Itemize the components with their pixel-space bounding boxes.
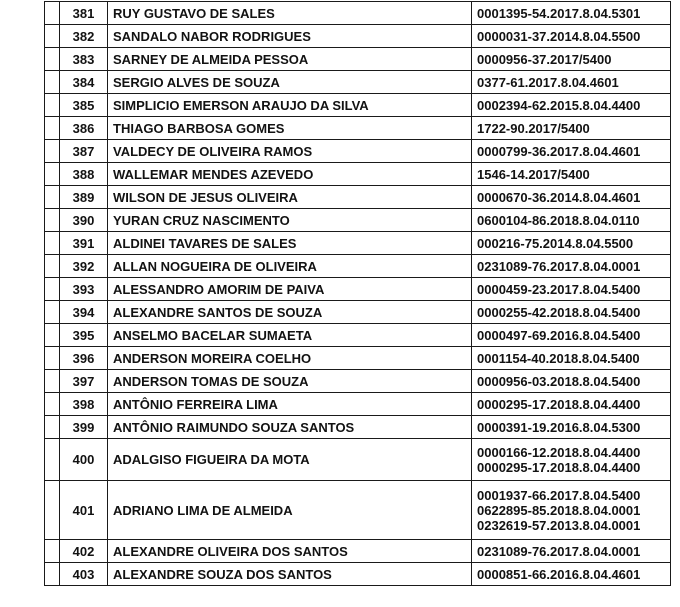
row-spacer-cell (45, 2, 60, 25)
row-number: 402 (60, 540, 108, 563)
table-row (45, 324, 671, 347)
process-numbers-cell (472, 209, 671, 232)
person-name: THIAGO BARBOSA GOMES (108, 117, 472, 140)
process-number: 0000799-36.2017.8.04.4601 (477, 143, 641, 159)
row-spacer-cell (45, 232, 60, 255)
table-row (45, 255, 671, 278)
process-number: 0231089-76.2017.8.04.0001 (477, 543, 641, 559)
process-numbers-cell (472, 370, 671, 393)
person-name: ADRIANO LIMA DE ALMEIDA (108, 481, 472, 540)
row-spacer-cell (45, 439, 60, 481)
process-numbers-cell (472, 540, 671, 563)
row-number: 399 (60, 416, 108, 439)
process-number: 0000255-42.2018.8.04.5400 (477, 304, 641, 320)
table-row (45, 48, 671, 71)
person-name: SERGIO ALVES DE SOUZA (108, 71, 472, 94)
row-number: 395 (60, 324, 108, 347)
process-numbers-cell (472, 347, 671, 370)
process-number: 0600104-86.2018.8.04.0110 (477, 212, 640, 228)
process-numbers-cell (472, 481, 671, 540)
table-row (45, 393, 671, 416)
row-number: 398 (60, 393, 108, 416)
table-row (45, 140, 671, 163)
row-number: 385 (60, 94, 108, 117)
table-row (45, 563, 671, 586)
process-numbers-cell (472, 2, 671, 25)
row-spacer-cell (45, 481, 60, 540)
row-spacer-cell (45, 140, 60, 163)
person-name: ANSELMO BACELAR SUMAETA (108, 324, 472, 347)
person-name: SARNEY DE ALMEIDA PESSOA (108, 48, 472, 71)
table-row (45, 71, 671, 94)
person-name: ANDERSON MOREIRA COELHO (108, 347, 472, 370)
row-number: 388 (60, 163, 108, 186)
process-numbers-cell (472, 186, 671, 209)
process-numbers-cell (472, 255, 671, 278)
table-row (45, 25, 671, 48)
row-spacer-cell (45, 209, 60, 232)
row-spacer-cell (45, 301, 60, 324)
person-name: SIMPLICIO EMERSON ARAUJO DA SILVA (108, 94, 472, 117)
row-number: 386 (60, 117, 108, 140)
row-number: 400 (60, 439, 108, 481)
process-number: 0000295-17.2018.8.04.4400 (477, 459, 641, 475)
process-numbers-cell (472, 71, 671, 94)
person-name: WALLEMAR MENDES AZEVEDO (108, 163, 472, 186)
table-row (45, 2, 671, 25)
process-number: 0000295-17.2018.8.04.4400 (477, 396, 641, 412)
process-numbers-cell (472, 301, 671, 324)
process-numbers-cell (472, 324, 671, 347)
person-name: RUY GUSTAVO DE SALES (108, 2, 472, 25)
records-table-body (45, 2, 671, 586)
process-number: 0000670-36.2014.8.04.4601 (477, 189, 641, 205)
table-row (45, 301, 671, 324)
row-number: 396 (60, 347, 108, 370)
row-spacer-cell (45, 393, 60, 416)
row-number: 387 (60, 140, 108, 163)
process-numbers-cell (472, 278, 671, 301)
row-spacer-cell (45, 94, 60, 117)
process-number: 0000956-37.2017/5400 (477, 51, 612, 67)
process-numbers-cell (472, 393, 671, 416)
person-name: ANDERSON TOMAS DE SOUZA (108, 370, 472, 393)
table-row (45, 232, 671, 255)
process-number: 0000497-69.2016.8.04.5400 (477, 327, 641, 343)
person-name: ALEXANDRE OLIVEIRA DOS SANTOS (108, 540, 472, 563)
row-number: 391 (60, 232, 108, 255)
process-numbers-cell (472, 232, 671, 255)
row-spacer-cell (45, 255, 60, 278)
process-numbers-cell (472, 563, 671, 586)
table-row (45, 186, 671, 209)
person-name: ALEXANDRE SANTOS DE SOUZA (108, 301, 472, 324)
table-row (45, 209, 671, 232)
table-row (45, 278, 671, 301)
process-number: 0000851-66.2016.8.04.4601 (477, 566, 641, 582)
row-number: 389 (60, 186, 108, 209)
process-numbers-cell (472, 439, 671, 481)
process-numbers-cell (472, 48, 671, 71)
process-number: 0000031-37.2014.8.04.5500 (477, 28, 641, 44)
person-name: ADALGISO FIGUEIRA DA MOTA (108, 439, 472, 481)
process-numbers-cell (472, 163, 671, 186)
row-spacer-cell (45, 563, 60, 586)
table-row (45, 370, 671, 393)
row-spacer-cell (45, 324, 60, 347)
person-name: SANDALO NABOR RODRIGUES (108, 25, 472, 48)
row-spacer-cell (45, 540, 60, 563)
table-row (45, 117, 671, 140)
process-number: 0001937-66.2017.8.04.5400 (477, 487, 641, 503)
process-numbers-cell (472, 25, 671, 48)
person-name: ANTÔNIO RAIMUNDO SOUZA SANTOS (108, 416, 472, 439)
table-row (45, 163, 671, 186)
process-number: 0001395-54.2017.8.04.5301 (477, 5, 641, 21)
row-spacer-cell (45, 186, 60, 209)
row-number: 381 (60, 2, 108, 25)
records-table (44, 1, 671, 586)
row-number: 397 (60, 370, 108, 393)
process-number: 0000459-23.2017.8.04.5400 (477, 281, 641, 297)
table-row (45, 347, 671, 370)
person-name: ALEXANDRE SOUZA DOS SANTOS (108, 563, 472, 586)
process-numbers-cell (472, 416, 671, 439)
row-number: 403 (60, 563, 108, 586)
process-number: 0001154-40.2018.8.04.5400 (477, 350, 640, 366)
row-spacer-cell (45, 370, 60, 393)
process-number: 0000391-19.2016.8.04.5300 (477, 419, 641, 435)
person-name: ALESSANDRO AMORIM DE PAIVA (108, 278, 472, 301)
table-row (45, 94, 671, 117)
row-number: 394 (60, 301, 108, 324)
process-number: 0000166-12.2018.8.04.4400 (477, 444, 641, 460)
row-number: 384 (60, 71, 108, 94)
row-spacer-cell (45, 278, 60, 301)
process-number: 0622895-85.2018.8.04.0001 (477, 502, 641, 518)
person-name: ANTÔNIO FERREIRA LIMA (108, 393, 472, 416)
person-name: VALDECY DE OLIVEIRA RAMOS (108, 140, 472, 163)
row-spacer-cell (45, 48, 60, 71)
row-spacer-cell (45, 117, 60, 140)
process-numbers-cell (472, 94, 671, 117)
person-name: WILSON DE JESUS OLIVEIRA (108, 186, 472, 209)
process-number: 0231089-76.2017.8.04.0001 (477, 258, 641, 274)
row-number: 382 (60, 25, 108, 48)
row-spacer-cell (45, 25, 60, 48)
process-numbers-cell (472, 140, 671, 163)
table-row (45, 416, 671, 439)
row-spacer-cell (45, 163, 60, 186)
process-number: 0377-61.2017.8.04.4601 (477, 74, 619, 90)
table-row (45, 540, 671, 563)
process-number: 1546-14.2017/5400 (477, 166, 590, 182)
process-number: 0000956-03.2018.8.04.5400 (477, 373, 641, 389)
process-number: 000216-75.2014.8.04.5500 (477, 235, 634, 251)
row-number: 401 (60, 481, 108, 540)
process-number: 0002394-62.2015.8.04.4400 (477, 97, 641, 113)
row-number: 393 (60, 278, 108, 301)
process-number: 1722-90.2017/5400 (477, 120, 590, 136)
row-spacer-cell (45, 71, 60, 94)
person-name: ALDINEI TAVARES DE SALES (108, 232, 472, 255)
process-numbers-cell (472, 117, 671, 140)
row-spacer-cell (45, 416, 60, 439)
person-name: YURAN CRUZ NASCIMENTO (108, 209, 472, 232)
row-number: 383 (60, 48, 108, 71)
person-name: ALLAN NOGUEIRA DE OLIVEIRA (108, 255, 472, 278)
process-number: 0232619-57.2013.8.04.0001 (477, 517, 641, 533)
row-number: 392 (60, 255, 108, 278)
table-row (45, 439, 671, 481)
row-number: 390 (60, 209, 108, 232)
table-row (45, 481, 671, 540)
row-spacer-cell (45, 347, 60, 370)
